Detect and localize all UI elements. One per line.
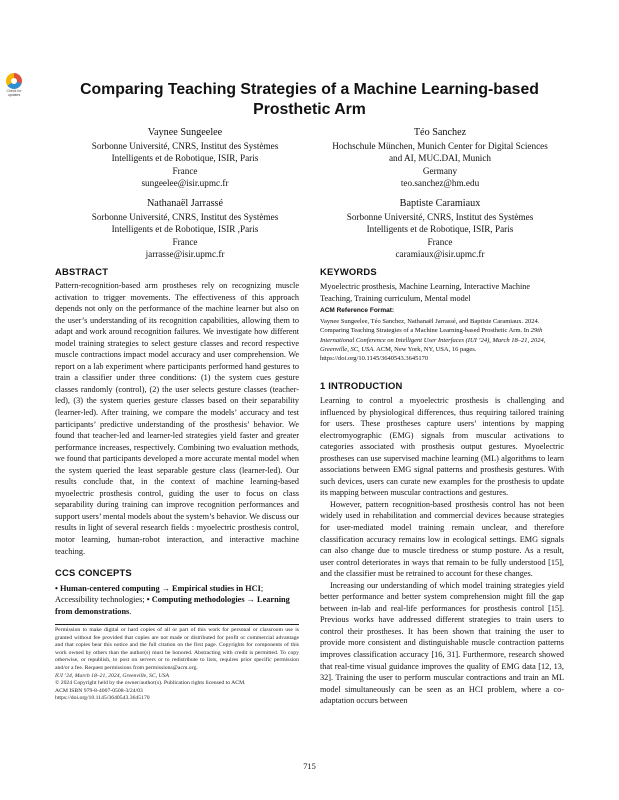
author-country: France	[172, 236, 198, 247]
crossmark-icon	[6, 73, 22, 89]
author-block-3	[55, 197, 315, 261]
ccs-concept-1: • Human-centered computing → Empirical studies in HCI	[55, 584, 261, 593]
page-number: 715	[303, 762, 316, 771]
acm-reference-text	[320, 317, 564, 363]
author-country: France	[427, 236, 453, 247]
acm-reference-heading: ACM Reference Format:	[320, 307, 395, 314]
keywords-heading: KEYWORDS	[320, 266, 377, 277]
intro-paragraph-1: Learning to control a myoelectric prosthesis is challenging and influenced by physiological differences, thus requiring tailored training for users. These prostheses capture users’ intentions by mapping electromyographic (EMG) signals from muscular activations to categories associated with prosthesis output gestures. Myoelectric prostheses can use supervised machine learning (ML) algorithms to learn associations between EMG signal patterns and prosthesis gestures. With such devices, users can curate new examples for the prosthesis to update its mapping between muscular contractions and gestures.	[320, 396, 564, 498]
paper-title	[40, 80, 579, 120]
author-email[interactable]: jarrasse@isir.upmc.fr	[145, 249, 225, 260]
author-affiliation: Sorbonne Université, CNRS, Institut des Systèmes	[346, 211, 534, 222]
author-name: Vaynee Sungeelee	[147, 127, 223, 138]
author-email[interactable]: sungeelee@isir.upmc.fr	[141, 178, 229, 189]
author-name: Baptiste Caramiaux	[399, 198, 481, 209]
introduction-heading: 1 INTRODUCTION	[320, 380, 403, 391]
copyright-line: © 2024 Copyright held by the owner/author(s). Publication rights licensed to ACM.	[55, 680, 246, 687]
author-email[interactable]: caramiaux@isir.upmc.fr	[395, 249, 485, 260]
isbn-line: ACM ISBN 979-8-4007-0508-3/24/03	[55, 687, 143, 694]
acm-reference-post: ACM, New York, NY, USA, 16 pages. https://doi.org/10.1145/3640543.3645170	[320, 345, 477, 363]
author-affiliation: Sorbonne Université, CNRS, Institut des Systèmes	[91, 140, 279, 151]
author-affiliation: Intelligents et de Robotique, ISIR, Paris	[111, 153, 259, 164]
abstract-text	[55, 280, 299, 557]
ccs-concept-1-tail: ; Accessibility technologies;	[55, 584, 264, 605]
venue-line: IUI ’24, March 18–21, 2024, Greenville, SC, USA	[55, 672, 169, 679]
author-affiliation: Intelligents et de Robotique, ISIR, Paris	[366, 224, 514, 235]
footnote-rule	[55, 624, 299, 625]
keywords-text: Myoelectric prosthesis, Machine Learning, Interactive Machine Teaching, Training curriculum, Mental model	[320, 282, 531, 303]
title-line-1: Comparing Teaching Strategies of a Machine Learning-based	[80, 81, 539, 98]
author-block-2	[305, 126, 575, 190]
abstract-heading: ABSTRACT	[55, 266, 109, 277]
author-affiliation: Hochschule München, Munich Center for Digital Sciences	[332, 140, 548, 151]
author-country: Germany	[422, 165, 458, 176]
author-email[interactable]: teo.sanchez@hm.edu	[400, 178, 480, 189]
author-block-4	[305, 197, 575, 261]
title-line-2: Prosthetic Arm	[253, 101, 366, 118]
abstract-paragraph: Pattern-recognition-based arm prostheses rely on recognizing muscle activation to trigger movements. The effectiveness of this approach depends not only on the performance of the machine learner but also on the user’s understanding of its recognition capabilities, allowing them to adapt and work around recognition failures. We investigate how different model training strategies to select gesture classes and record respective muscle contractions impact model accuracy and user comprehension. We report on a lab experiment where participants performed hand gestures to train a classifier under three conditions: (1) the system cues gesture classes randomly (control), (2) the user selects gesture classes (teacher-led), (3) the system queries gesture classes based on their separability (learner-led). After training, we compare the models’ accuracy and test participants’ predictive understanding of the prosthesis’ behavior. We found that teacher-led and learner-led strategies yield faster and greater performance increases, respectively. Combining two evaluation methods, we found that participants developed a more accurate mental model when the system queried the least separable gesture class (learner-led). Our results conclude that, in the context of machine learning-based myoelectric prosthesis control, guiding the user to focus on class separability during training can improve recognition performances and support users’ mental models about the system’s behavior. We discuss our results in light of several research fields : myoelectric prosthesis control, motor learning, human-robot interaction, and interactive machine teaching.	[55, 281, 299, 556]
footnote	[55, 627, 299, 703]
author-block-1	[55, 126, 315, 190]
author-affiliation: and AI, MUC.DAI, Munich	[388, 153, 492, 164]
author-country: France	[172, 165, 198, 176]
ccs-concepts	[55, 583, 299, 617]
ccs-concept-2: • Computing methodologies → Learning from demonstrations	[55, 595, 290, 616]
author-affiliation: Intelligents et de Robotique, ISIR ,Paris	[111, 224, 259, 235]
doi-link[interactable]: https://doi.org/10.1145/3640543.3645170	[55, 695, 150, 702]
permission-notice: Permission to make digital or hard copies of all or part of this work for personal or classroom use is granted without fee provided that copies are not made or distributed for profit or commercial advantage and that copies bear this notice and the full citation on the first page. Copyrights for components of this work owned by others than the author(s) must be honored. Abstracting with credit is permitted. To copy otherwise, or republish, to post on servers or to redistribute to lists, requires prior specific permission and/or a fee. Request permissions from permissions@acm.org.	[55, 627, 299, 671]
check-for-updates-badge[interactable]	[3, 73, 25, 97]
author-name: Nathanaël Jarrassé	[146, 198, 224, 209]
author-affiliation: Sorbonne Université, CNRS, Institut des Systèmes	[91, 211, 279, 222]
intro-paragraph-3: Increasing our understanding of which model training strategies yield better performance and better system comprehension might fill the gap between in-lab and real-life performances for prosthesis control [15]. Previous works have addressed different strategies to train users to control their prostheses. It has been shown that training the user to provide more consistent and distinguishable muscle contraction patterns improves classification accuracy [16, 31]. Furthermore, research showed that real-time visual guidance improves the quality of EMG data [12, 13, 32]. Training the user to perform muscular contractions and train an ML model simultaneously can be seen as an HCI problem, where a co-adaptation occurs between	[320, 580, 564, 706]
introduction-text	[320, 395, 564, 707]
intro-paragraph-2: However, pattern recognition-based prosthesis control has not been widely used in rehabilitation and commercial devices because strategies for user-mediated model training remain unclear, and therefore classification accuracy remains low in ecological settings. EMG signals can also change due to muscle tiredness or stump posture. As a result, user control deteriorates in ways that remain to be fully understood [15], and the classifier must be retrained to account for these changes.	[320, 499, 564, 579]
acm-reference-venue: 29th International Conference on Intelligent User Interfaces (IUI ’24), March 18–21, 2024, Greenville, SC, USA.	[320, 327, 546, 353]
acm-reference-pre: Vaynee Sungeelee, Téo Sanchez, Nathanaël Jarrassé, and Baptiste Caramiaux. 2024. Comparing Teaching Strategies of a Machine Learning-based Prosthetic Arm. In	[320, 318, 540, 335]
ccs-heading: CCS CONCEPTS	[55, 567, 132, 578]
author-name: Téo Sanchez	[413, 127, 467, 138]
badge-line1: Check for	[6, 89, 22, 93]
badge-line2: updates	[7, 93, 21, 97]
ccs-concept-2-tail: .	[129, 606, 132, 616]
